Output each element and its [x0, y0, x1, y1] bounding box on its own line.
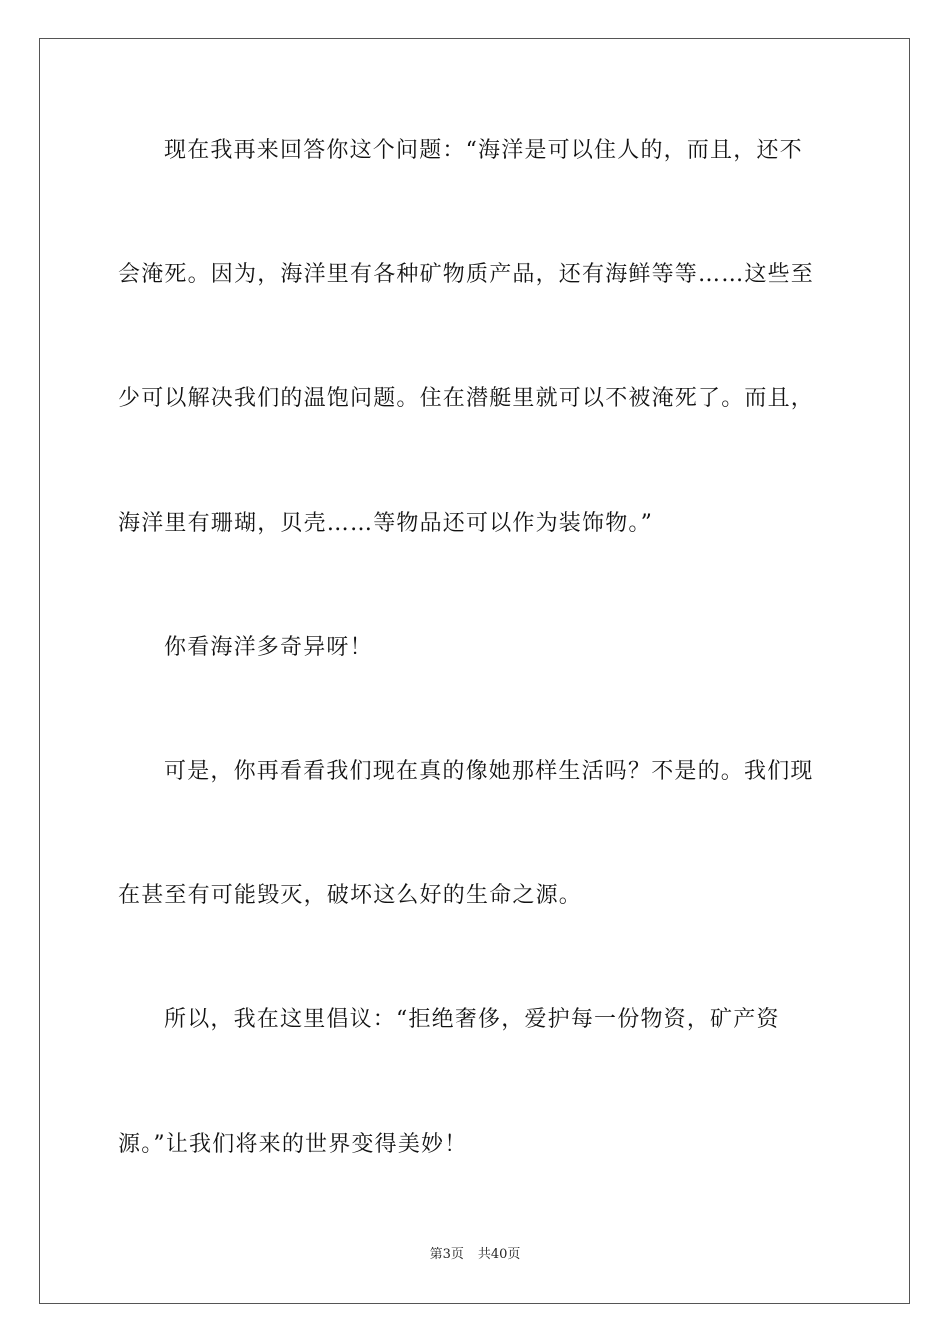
- text-line-9: 源。”让我们将来的世界变得美妙！: [118, 1132, 468, 1157]
- text-line-7: 在甚至有可能毁灭，破坏这么好的生命之源。: [118, 883, 583, 908]
- text-line-2: 会淹死。因为，海洋里有各种矿物质产品，还有海鲜等等……这些至: [118, 262, 815, 287]
- text-line-1: 现在我再来回答你这个问题：“海洋是可以住人的，而且，还不: [164, 138, 803, 163]
- page-total: 共40页: [477, 1247, 521, 1262]
- text-line-4: 海洋里有珊瑚，贝壳……等物品还可以作为装饰物。”: [118, 511, 654, 536]
- text-line-3: 少可以解决我们的温饱问题。住在潜艇里就可以不被淹死了。而且，: [118, 386, 815, 411]
- page-footer: [0, 1246, 950, 1264]
- page-frame: [39, 38, 910, 1304]
- page-number: 第3页: [429, 1247, 464, 1262]
- text-line-6: 可是，你再看看我们现在真的像她那样生活吗？不是的。我们现: [164, 759, 814, 784]
- text-line-8: 所以，我在这里倡议：“拒绝奢侈，爱护每一份物资，矿产资: [164, 1007, 780, 1032]
- text-line-5: 你看海洋多奇异呀！: [164, 635, 373, 660]
